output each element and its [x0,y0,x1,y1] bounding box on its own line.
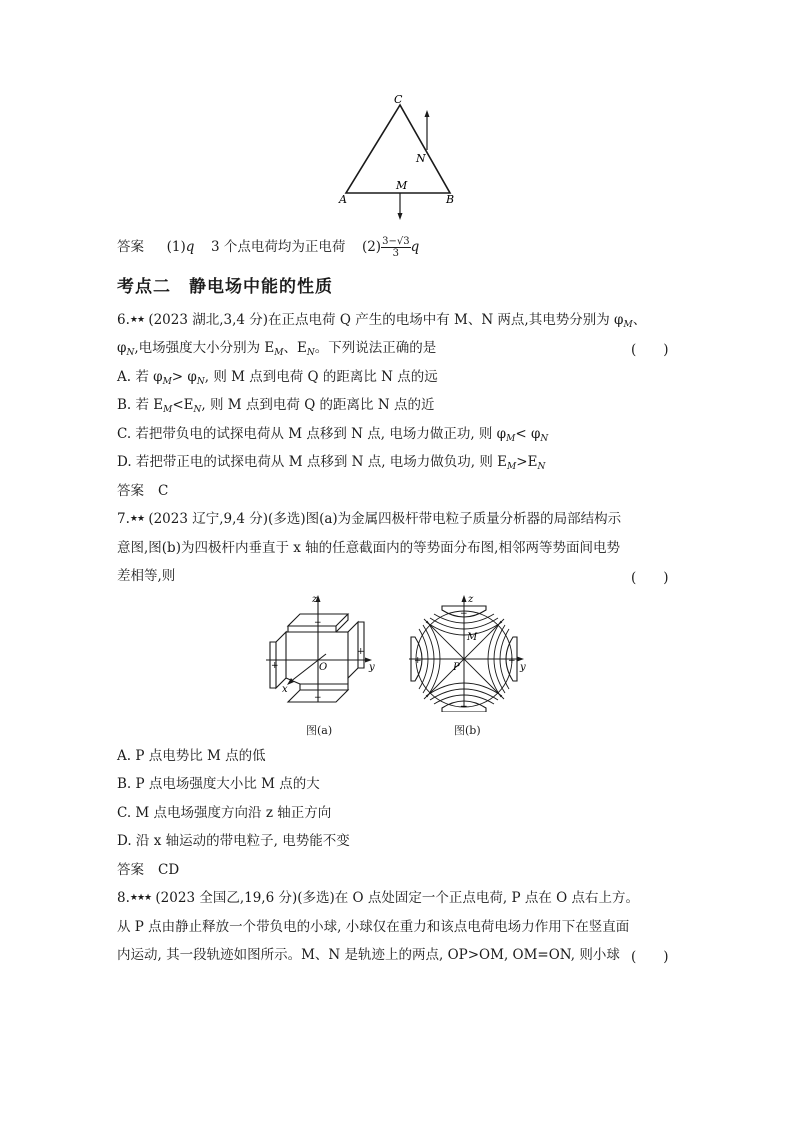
q8-number: 8. [117,890,130,906]
q6-sub3: M [274,348,284,358]
fig-b-label-z: z [468,594,474,605]
label-n: N [416,152,426,165]
q8-line1 [117,888,639,908]
q7-answer-bracket: ( ) [631,570,669,586]
q8-answer-bracket: ( ) [631,949,669,965]
q8-line2: 从 P 点由静止释放一个带负电的小球, 小球仅在重力和该点电荷电场力作用下在竖直面 [117,919,630,935]
q7-option-c: C. M 点电场强度方向沿 z 轴正方向 [117,805,332,821]
q6-option-c: C. 若把带负电的试探电荷从 M 点移到 N 点, 电场力做正功, 则 $\varphi_M< \varphi_N$ [117,426,549,444]
answer-label: 答案 [117,239,144,255]
fig-b-label-p: P [453,662,460,673]
q6-text2d: 。下列说法正确的是 [314,340,437,356]
q7-line3: 差相等,则 [117,568,176,584]
answer-fraction [381,236,410,259]
fig-b-plus-right: + [508,656,516,666]
fig-b-plus-left: + [414,656,422,666]
q6-text1-end: 、 [632,312,647,328]
q6-sub1: M [623,320,633,330]
fig-b-label-y: y [520,662,526,673]
q7-line2: 意图,图(b)为四极杆内垂直于 x 轴的任意截面内的等势面分布图,相邻两等势面间电势 [117,540,620,556]
q6-answer [117,481,168,501]
q7-answer-label: 答案 [117,862,144,878]
q7-option-b: B. P 点电场强度大小比 M 点的大 [117,776,320,792]
q6-text2a: φ [117,340,127,356]
label-b: B [446,193,455,206]
q6-answer-bracket: ( ) [631,342,669,358]
fig-a-label-x: x [282,684,288,695]
q6-line1 [117,310,646,335]
q6-option-d: D. 若把带正电的试探电荷从 M 点移到 N 点, 电场力做负功, 则 $E_M>E_N$ [117,454,546,472]
label-a: A [339,193,347,206]
fig-b-minus-bottom: − [460,702,468,712]
q6-option-b: B. 若 $E_M<E_N$, 则 M 点到电荷 Q 的距离比 N 点的近 [117,397,435,415]
q7-number: 7. [117,511,130,527]
q8-line3: 内运动, 其一段轨迹如图所示。M、N 是轨迹上的两点, OP>OM, OM=ON, 则小球 [117,947,620,963]
arrow-m-head [398,213,403,220]
q7-text1: (2023 辽宁,9,4 分)(多选)图(a)为金属四极杆带电粒子质量分析器的局部结构示 [148,511,622,527]
answer-prev [117,236,419,259]
label-c: C [394,93,403,106]
q8-text1: (2023 全国乙,19,6 分)(多选)在 O 点处固定一个正点电荷, P 点在 O 点右上方。 [155,890,640,906]
figure-b-equipotential [404,592,529,712]
arrow-n-head [425,110,430,117]
fig-a-minus-top: − [314,618,322,628]
q7-line1 [117,509,621,529]
label-m: M [396,179,408,192]
q7-answer-value: CD [158,862,180,878]
fig-a-minus-bottom: − [314,693,322,703]
q6-option-a: A. 若 $\varphi_M> \varphi_N$, 则 M 点到电荷 Q 的距离比 N 点的远 [117,369,438,387]
figure-b-caption: 图(b) [454,724,481,737]
answer-q2: q [410,239,420,255]
fig-b-minus-top: − [460,609,468,619]
fig-a-plus-right: + [357,647,365,657]
q6-answer-label: 答案 [117,483,144,499]
q6-line2 [117,338,436,363]
q6-answer-value: C [158,483,169,499]
q6-number: 6. [117,312,130,328]
q7-difficulty-stars: ★★ [129,514,145,524]
q8-difficulty-stars: ★★★ [129,893,152,903]
fraction-numerator: 3−√3 [382,236,410,247]
fig-a-label-z: z [312,594,318,605]
q6-sub4: N [306,348,315,358]
q6-text1: (2023 湖北,3,4 分)在正点电荷 Q 产生的电场中有 M、N 两点,其电势分别为 φ [148,312,624,328]
answer-text1: 3 个点电荷均为正电荷 [210,239,346,255]
q7-answer [117,860,179,880]
fig-a-label-y: y [369,662,375,673]
answer-part1: (1) [166,239,186,255]
fig-b-label-m: M [467,632,478,643]
q6-difficulty-stars: ★★ [129,315,145,325]
fraction-denominator: 3 [392,248,399,259]
answer-q1: q [185,239,195,255]
q6-text2b: ,电场强度大小分别为 E [134,340,275,356]
q7-option-a: A. P 点电势比 M 点的低 [117,748,266,764]
q7-option-d: D. 沿 x 轴运动的带电粒子, 电势能不变 [117,833,350,849]
figure-a-caption: 图(a) [306,724,333,737]
answer-part2: (2) [361,239,382,255]
fig-a-label-o: O [319,662,328,673]
q6-sub2: N [126,348,135,358]
section-title: 考点二 静电场中能的性质 [117,277,333,297]
figure-a-quadrupole [258,592,383,712]
fig-a-plus-left: + [271,661,279,671]
triangle-figure [330,90,470,225]
q6-text2c: 、E [283,340,307,356]
